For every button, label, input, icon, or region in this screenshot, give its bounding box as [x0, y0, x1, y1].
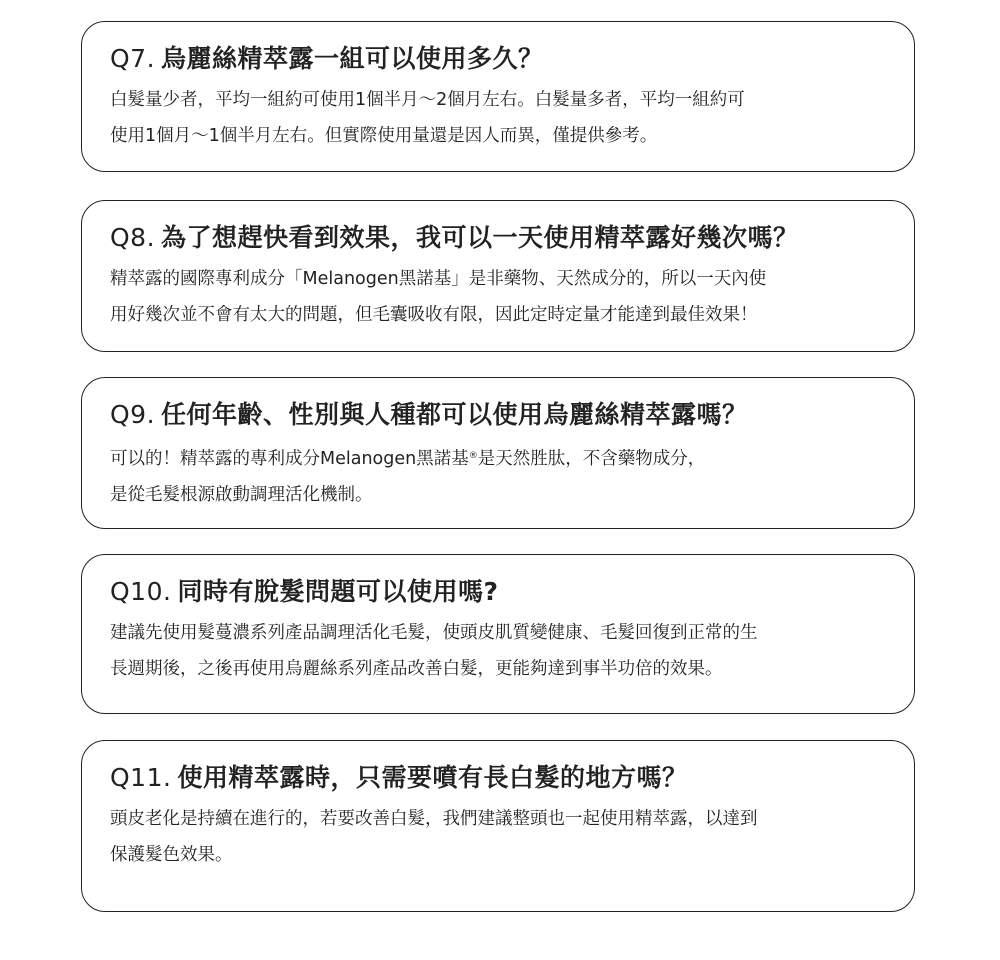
faq-answer [110, 261, 888, 333]
question-number: Q11. [110, 763, 172, 792]
registered-mark: ® [468, 451, 478, 461]
faq-question [110, 763, 888, 793]
answer-line: 頭皮老化是持續在進行的，若要改善白髮，我們建議整頭也一起使用精萃露，以達到 [110, 809, 758, 829]
answer-line: 白髮量少者，平均一組約可使用1個半月～2個月左右。白髮量多者，平均一組約可 [110, 90, 745, 110]
answer-line: 保護髮色效果。 [110, 845, 233, 865]
faq-card-q11 [81, 740, 915, 912]
answer-line [110, 438, 888, 477]
answer-line: 精萃露的國際專利成分「Melanogen黑諾基」是非藥物、天然成分的，所以一天內使 [110, 269, 767, 289]
question-text: 為了想趕快看到效果，我可以一天使用精萃露好幾次嗎？ [161, 223, 799, 252]
question-number: Q10. [110, 577, 172, 606]
faq-question [110, 44, 888, 74]
question-number: Q8. [110, 223, 156, 252]
faq-card-q8 [81, 200, 915, 352]
answer-text: 可以的！精萃露的專利成分Melanogen黑諾基 [110, 449, 469, 469]
question-number: Q7. [110, 44, 156, 73]
faq-answer [110, 615, 888, 687]
answer-line: 是從毛髮根源啟動調理活化機制。 [110, 485, 373, 505]
faq-question [110, 223, 888, 253]
faq-question [110, 400, 888, 430]
answer-line: 建議先使用髮蔓濃系列產品調理活化毛髮，使頭皮肌質變健康、毛髮回復到正常的生 [110, 623, 758, 643]
question-text: 同時有脫髮問題可以使用嗎? [177, 577, 499, 606]
answer-line: 用好幾次並不會有太大的問題，但毛囊吸收有限，因此定時定量才能達到最佳效果！ [110, 305, 758, 325]
faq-card-q10 [81, 554, 915, 714]
faq-answer [110, 82, 888, 154]
answer-text: 是天然胜肽，不含藥物成分， [477, 449, 706, 469]
faq-card-q9 [81, 377, 915, 529]
faq-answer [110, 801, 888, 873]
answer-line: 使用1個月～1個半月左右。但實際使用量還是因人而異，僅提供參考。 [110, 126, 658, 146]
faq-card-q7 [81, 21, 915, 172]
faq-question [110, 577, 888, 607]
answer-line: 長週期後，之後再使用烏麗絲系列產品改善白髮，更能夠達到事半功倍的效果。 [110, 659, 723, 679]
faq-answer [110, 438, 888, 513]
question-text: 使用精萃露時，只需要噴有長白髮的地方嗎？ [177, 763, 688, 792]
question-text: 烏麗絲精萃露一組可以使用多久？ [161, 44, 544, 73]
question-number: Q9. [110, 400, 156, 429]
question-text: 任何年齡、性別與人種都可以使用烏麗絲精萃露嗎？ [161, 400, 748, 429]
